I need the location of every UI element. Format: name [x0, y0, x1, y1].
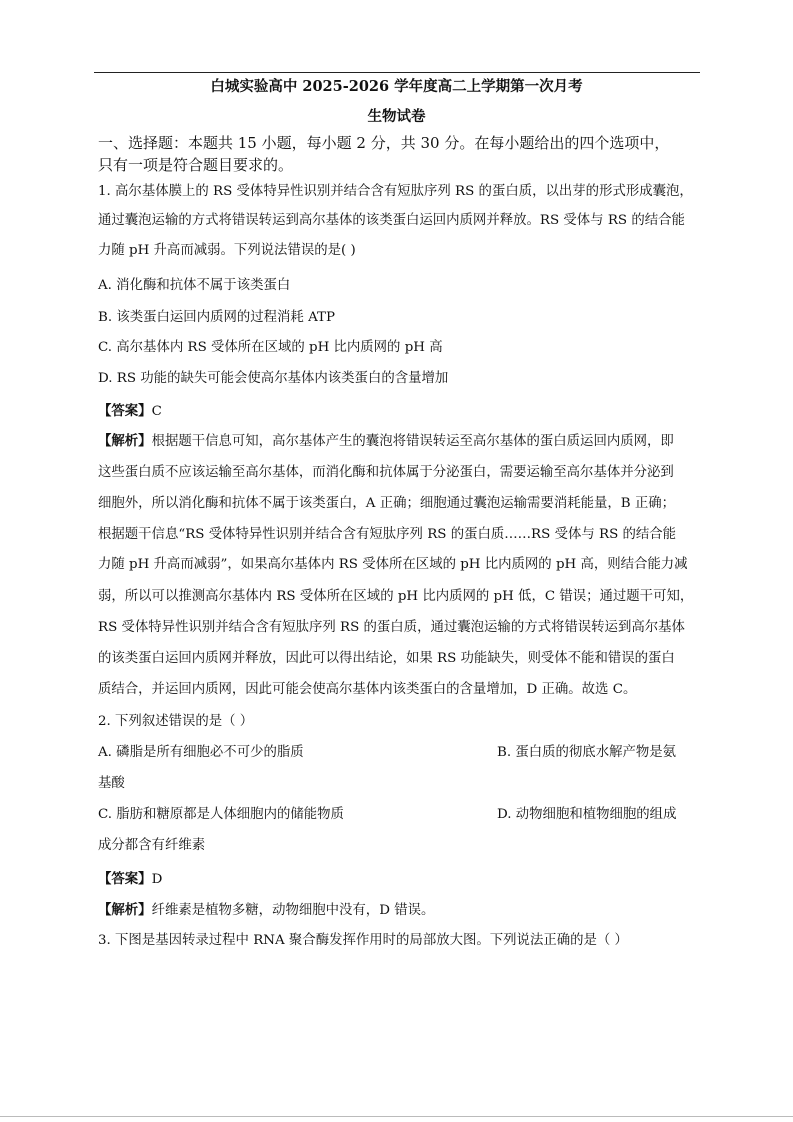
- q1-stem-line2: 通过囊泡运输的方式将错误转运到高尔基体的该类蛋白运回内质网并释放。RS 受体与 RS 的结合能: [98, 213, 685, 228]
- page-bottom-edge: [0, 1116, 793, 1117]
- q1-option-a: A. 消化酶和抗体不属于该类蛋白: [98, 278, 291, 293]
- q1-stem-line3: 力随 pH 升高而减弱。下列说法错误的是( ): [98, 243, 356, 258]
- q2-option-c: C. 脂肪和糖原都是人体细胞内的储能物质: [98, 807, 344, 822]
- q1-answer: [98, 402, 162, 420]
- answer-value: D: [151, 872, 163, 887]
- q3-stem: 3. 下图是基因转录过程中 RNA 聚合酶发挥作用时的局部放大图。下列说法正确的是（ ）: [98, 933, 628, 948]
- q2-option-d-continued: 成分都含有纤维素: [98, 838, 206, 853]
- q2-option-d: D. 动物细胞和植物细胞的组成: [497, 807, 677, 822]
- header-rule: [94, 72, 700, 73]
- q2-stem: 2. 下列叙述错误的是（ ）: [98, 714, 254, 729]
- q2-answer: [98, 870, 162, 888]
- analysis-text: 根据题干信息可知，高尔基体产生的囊泡将错误转运至高尔基体的蛋白质运回内质网，即: [151, 434, 674, 449]
- analysis-label: 【解析】: [98, 433, 152, 449]
- q1-analysis-line9: 质结合，并运回内质网，因此可能会使高尔基体内该类蛋白的含量增加，D 正确。故选 C。: [98, 682, 637, 697]
- answer-value: C: [151, 404, 162, 419]
- answer-label: 【答案】: [98, 403, 152, 419]
- q1-analysis-line5: 力随 pH 升高而减弱”，如果高尔基体内 RS 受体所在区域的 pH 比内质网的 pH 高，则结合能力减: [98, 557, 688, 572]
- q1-analysis-line1: [98, 432, 674, 450]
- q1-analysis-line4: 根据题干信息“RS 受体特异性识别并结合含有短肽序列 RS 的蛋白质……RS 受体与 RS 的结合能: [98, 527, 677, 542]
- q1-option-b: B. 该类蛋白运回内质网的过程消耗 ATP: [98, 310, 335, 325]
- q2-option-b: B. 蛋白质的彻底水解产物是氨: [497, 745, 677, 760]
- q1-analysis-line8: 的该类蛋白运回内质网并释放，因此可以得出结论，如果 RS 功能缺失，则受体不能和错误的蛋白: [98, 651, 675, 666]
- q1-analysis-line7: RS 受体特异性识别并结合含有短肽序列 RS 的蛋白质，通过囊泡运输的方式将错误转运到高尔基体: [98, 620, 685, 635]
- subject-title: 生物试卷: [367, 108, 426, 125]
- analysis-label: 【解析】: [98, 902, 152, 918]
- q1-option-d: D. RS 功能的缺失可能会使高尔基体内该类蛋白的含量增加: [98, 371, 449, 386]
- q1-option-c: C. 高尔基体内 RS 受体所在区域的 pH 比内质网的 pH 高: [98, 340, 443, 355]
- q2-option-a: A. 磷脂是所有细胞必不可少的脂质: [98, 745, 304, 760]
- q1-analysis-line6: 弱，所以可以推测高尔基体内 RS 受体所在区域的 pH 比内质网的 pH 低，C 错误；通过题干可知，: [98, 589, 694, 604]
- q1-stem-line1: 1. 高尔基体膜上的 RS 受体特异性识别并结合含有短肽序列 RS 的蛋白质，以出芽的形式形成囊泡，: [98, 184, 693, 199]
- q1-analysis-line3: 细胞外，所以消化酶和抗体不属于该类蛋白，A 正确；细胞通过囊泡运输需要消耗能量，B 正确；: [98, 496, 676, 511]
- q2-analysis: [98, 901, 434, 919]
- exam-title: 白城实验高中 2025-2026 学年度高二上学期第一次月考: [210, 78, 583, 95]
- answer-label: 【答案】: [98, 871, 152, 887]
- section-heading-line1: 一、选择题：本题共 15 小题，每小题 2 分，共 30 分。在每小题给出的四个选项中，: [98, 134, 670, 152]
- q2-option-b-continued: 基酸: [98, 776, 125, 791]
- analysis-text: 纤维素是植物多糖，动物细胞中没有，D 错误。: [151, 903, 435, 918]
- section-heading-line2: 只有一项是符合题目要求的。: [98, 156, 294, 174]
- q1-analysis-line2: 这些蛋白质不应该运输至高尔基体，而消化酶和抗体属于分泌蛋白，需要运输至高尔基体并分泌到: [98, 465, 674, 480]
